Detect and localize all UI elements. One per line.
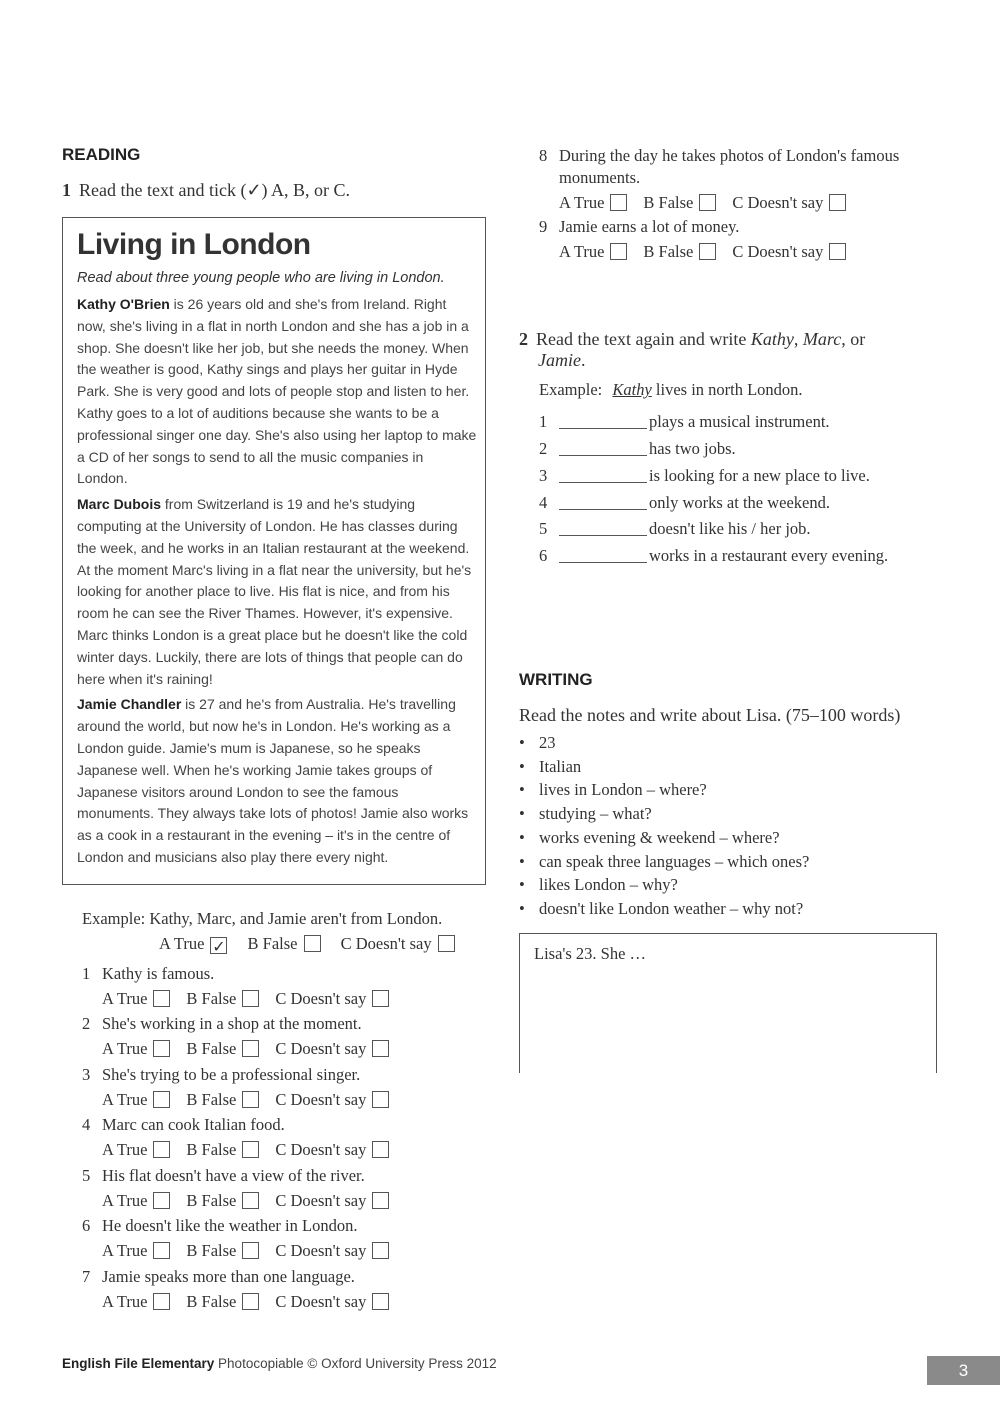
option-b-label: B False: [186, 1191, 237, 1210]
question-number: 6: [82, 1216, 91, 1235]
option-c-label: C Doesn't say: [732, 193, 824, 212]
tick-box-c[interactable]: [372, 1091, 389, 1108]
name-jamie: Jamie: [538, 350, 581, 370]
writing-answer-box[interactable]: [519, 933, 937, 1073]
reading-heading: READING: [62, 145, 141, 164]
example-text: lives in north London.: [655, 380, 803, 399]
note-item: [519, 826, 809, 850]
tick-box-a[interactable]: [153, 1040, 170, 1057]
option-b-label: B False: [186, 1241, 237, 1260]
note-item: [519, 873, 809, 897]
example-question: [82, 908, 471, 955]
note-item: [519, 731, 809, 755]
question-text-continued: monuments.: [559, 168, 641, 187]
fill-item-2: [539, 439, 736, 459]
tick-box-c[interactable]: [372, 1040, 389, 1057]
tick-box-a[interactable]: [153, 1091, 170, 1108]
option-c-label: C Doesn't say: [275, 1191, 367, 1210]
note-text: 23: [539, 733, 556, 752]
tick-box-c[interactable]: [438, 935, 455, 952]
bullet-icon: •: [519, 780, 525, 800]
question-text: Kathy is famous.: [102, 964, 215, 983]
option-a-label: A True: [102, 1039, 148, 1058]
bullet-icon: •: [519, 827, 525, 847]
person-name: Jamie Chandler: [77, 696, 182, 713]
question-number: 2: [82, 1014, 91, 1033]
tick-box-c[interactable]: [372, 1141, 389, 1158]
note-text: Italian: [539, 756, 582, 776]
item-text: only works at the weekend.: [649, 493, 830, 512]
option-b-label: B False: [186, 1090, 237, 1109]
text-title: Living in London: [77, 228, 311, 261]
option-b-label: B False: [247, 934, 298, 953]
tick-box-a[interactable]: ✓: [212, 937, 226, 956]
question-number: 8: [539, 146, 548, 165]
example-text: Kathy, Marc, and Jamie aren't from London.: [149, 909, 443, 928]
tick-box-c[interactable]: [372, 1192, 389, 1209]
item-number: 1: [539, 412, 548, 431]
exercise-1-number: 1: [62, 180, 71, 200]
tick-box-c[interactable]: [829, 243, 846, 260]
option-a-label: A True: [102, 1292, 148, 1311]
option-c-label: C Doesn't say: [275, 1292, 367, 1311]
tick-box-b[interactable]: [242, 1293, 259, 1310]
item-number: 6: [539, 546, 548, 565]
option-c-label: C Doesn't say: [275, 1241, 367, 1260]
option-c-label: C Doesn't say: [275, 989, 367, 1008]
question-number: 3: [82, 1065, 91, 1084]
tick-box-a[interactable]: [153, 1141, 170, 1158]
item-number: 4: [539, 493, 548, 512]
question-text: During the day he takes photos of London's famous: [559, 146, 900, 165]
writing-notes-list: [519, 731, 809, 921]
question-text: His flat doesn't have a view of the river.: [102, 1166, 365, 1185]
tick-box-c[interactable]: [372, 1293, 389, 1310]
paragraph-body: is 26 years old and she's from Ireland. Right now, she's living in a flat in north London and she has a job in a shop. She doesn't like her job, but she needs the money. When the weather is good, Kathy sings and plays her guitar in Hyde Park. She is very good and lots of people stop and listen to her. Kathy goes to a lot of auditions because she wants to be a professional singer one day. She's also using her laptop to make a CD of her songs to send to all the music companies in London.: [77, 296, 477, 487]
bullet-icon: •: [519, 756, 525, 776]
tick-box-b[interactable]: [242, 1091, 259, 1108]
fill-item-3: [539, 466, 870, 486]
answer-blank[interactable]: [559, 412, 647, 429]
bullet-icon: •: [519, 733, 525, 752]
option-b-label: B False: [643, 242, 694, 261]
question-4: [82, 1114, 405, 1161]
option-c-label: C Doesn't say: [275, 1140, 367, 1159]
option-a-label: A True: [159, 934, 205, 953]
name-kathy: Kathy: [750, 329, 794, 349]
tick-box-c[interactable]: [372, 990, 389, 1007]
question-number: 9: [539, 217, 548, 236]
option-b-label: B False: [186, 1140, 237, 1159]
question-number: 5: [82, 1166, 91, 1185]
exercise-2-number: 2: [519, 329, 528, 349]
exercise-2-text: Read the text again and write: [536, 329, 751, 349]
paragraph-marc: [77, 494, 477, 690]
item-text: works in a restaurant every evening.: [649, 546, 889, 565]
exercise-1-instruction: [62, 180, 350, 201]
exercise-1-text: Read the text and tick (✓) A, B, or C.: [79, 180, 351, 200]
separator: ,: [793, 329, 803, 349]
example-label: Example:: [82, 909, 146, 928]
question-3: [82, 1064, 405, 1111]
tick-box-b[interactable]: [242, 990, 259, 1007]
bullet-icon: •: [519, 804, 525, 824]
note-item: [519, 755, 809, 779]
tick-box-b[interactable]: [699, 194, 716, 211]
tick-box-b[interactable]: [304, 935, 321, 952]
note-item: [519, 850, 809, 874]
tick-box-b[interactable]: [242, 1192, 259, 1209]
tick-box-b[interactable]: [242, 1242, 259, 1259]
option-b-label: B False: [643, 193, 694, 212]
answer-blank[interactable]: [559, 493, 647, 510]
tick-box-a[interactable]: [153, 990, 170, 1007]
option-c-label: C Doesn't say: [275, 1090, 367, 1109]
fill-item-4: [539, 493, 830, 513]
footer-copyright: [62, 1356, 497, 1371]
option-b-label: B False: [186, 1292, 237, 1311]
option-a-label: A True: [102, 989, 148, 1008]
item-text: doesn't like his / her job.: [649, 519, 811, 538]
option-b-label: B False: [186, 1039, 237, 1058]
question-2: [82, 1013, 405, 1060]
separator: , or: [841, 329, 866, 349]
exercise-2-example: [539, 380, 803, 400]
question-text: Marc can cook Italian food.: [102, 1115, 285, 1134]
paragraph-body: from Switzerland is 19 and he's studying computing at the University of London. He has classes during the week, and he works in an Italian restaurant at the weekend. At the moment Marc's living in a flat near the university, but he's looking for another place to live. His flat is nice, and from his room he can see the River Thames. However, it's expensive. Marc thinks London is a great place but he doesn't like the cold winter days. Luckily, there are lots of things that people can do here when it's raining!: [77, 496, 472, 687]
period: .: [580, 350, 586, 370]
question-text: Jamie earns a lot of money.: [559, 217, 740, 236]
tick-box-a[interactable]: [610, 194, 627, 211]
fill-item-1: [539, 412, 830, 432]
option-a-label: A True: [102, 1241, 148, 1260]
option-a-label: A True: [102, 1090, 148, 1109]
note-text: lives in London – where?: [539, 780, 707, 800]
note-item: [519, 778, 809, 802]
answer-blank[interactable]: [559, 519, 647, 536]
bullet-icon: •: [519, 875, 525, 895]
question-text: She's trying to be a professional singer.: [102, 1065, 361, 1084]
name-marc: Marc: [802, 329, 842, 349]
bullet-icon: •: [519, 898, 525, 918]
answer-blank[interactable]: [559, 439, 647, 456]
option-a-label: A True: [559, 193, 605, 212]
question-number: 4: [82, 1115, 91, 1134]
tick-box-a[interactable]: [153, 1192, 170, 1209]
question-number: 7: [82, 1267, 91, 1286]
writing-start-text: Lisa's 23. She …: [534, 944, 647, 963]
paragraph-kathy: [77, 294, 477, 490]
note-text: studying – what?: [539, 804, 652, 824]
paragraph-jamie: [77, 694, 477, 868]
bullet-icon: •: [519, 851, 525, 871]
paragraph-body: is 27 and he's from Australia. He's travelling around the world, but now he's in London. He's working as a London guide. Jamie's mum is Japanese, so he speaks Japanese well. When he's working Jamie takes groups of Japanese visitors around London to see the famous monuments. They always take lots of photos! Jamie also works as a cook in a restaurant in the evening – it's in the centre of London and musicians also play there every night.: [77, 696, 469, 865]
tick-box-b[interactable]: [242, 1141, 259, 1158]
writing-instruction: Read the notes and write about Lisa. (75–100 words): [519, 705, 901, 725]
option-c-label: C Doesn't say: [732, 242, 824, 261]
answer-blank[interactable]: [559, 546, 647, 563]
example-label: Example:: [539, 380, 603, 399]
item-text: has two jobs.: [649, 439, 736, 458]
item-number: 3: [539, 466, 548, 485]
tick-box-b[interactable]: [699, 243, 716, 260]
footer-copyright-text: Photocopiable © Oxford University Press 2012: [214, 1356, 497, 1371]
option-b-label: B False: [186, 989, 237, 1008]
note-text: doesn't like London weather – why not?: [539, 898, 804, 918]
note-text: works evening & weekend – where?: [539, 827, 780, 847]
writing-heading: WRITING: [519, 670, 593, 689]
question-text: He doesn't like the weather in London.: [102, 1216, 358, 1235]
fill-item-5: [539, 519, 811, 539]
footer-book-title: English File Elementary: [62, 1356, 215, 1371]
tick-box-a[interactable]: [153, 1242, 170, 1259]
person-name: Marc Dubois: [77, 496, 162, 513]
example-answer: Kathy: [612, 380, 652, 399]
tick-box-a[interactable]: [153, 1293, 170, 1310]
question-5: [82, 1165, 405, 1212]
note-text: likes London – why?: [539, 875, 678, 895]
question-8: [539, 145, 899, 214]
note-item: [519, 802, 809, 826]
question-6: [82, 1215, 405, 1262]
tick-box-a[interactable]: [610, 243, 627, 260]
question-text: She's working in a shop at the moment.: [102, 1014, 362, 1033]
option-a-label: A True: [559, 242, 605, 261]
option-a-label: A True: [102, 1191, 148, 1210]
person-name: Kathy O'Brien: [77, 296, 170, 312]
exercise-2-instruction: [519, 329, 919, 371]
item-text: plays a musical instrument.: [649, 412, 830, 431]
tick-box-b[interactable]: [242, 1040, 259, 1057]
answer-blank[interactable]: [559, 466, 647, 483]
question-1: [82, 963, 405, 1010]
reading-text-box: [62, 217, 486, 885]
question-7: [82, 1266, 405, 1313]
page-number: 3: [927, 1356, 1000, 1385]
item-number: 2: [539, 439, 548, 458]
text-subtitle: Read about three young people who are living in London.: [77, 270, 445, 286]
question-number: 1: [82, 964, 91, 983]
option-c-label: C Doesn't say: [275, 1039, 367, 1058]
item-text: is looking for a new place to live.: [649, 466, 870, 485]
note-text: can speak three languages – which ones?: [539, 851, 810, 871]
question-text: Jamie speaks more than one language.: [102, 1267, 355, 1286]
option-a-label: A True: [102, 1140, 148, 1159]
tick-box-c[interactable]: [829, 194, 846, 211]
note-item: [519, 897, 809, 921]
question-9: [539, 216, 862, 263]
fill-item-6: [539, 546, 888, 566]
option-c-label: C Doesn't say: [340, 934, 432, 953]
tick-box-c[interactable]: [372, 1242, 389, 1259]
item-number: 5: [539, 519, 548, 538]
